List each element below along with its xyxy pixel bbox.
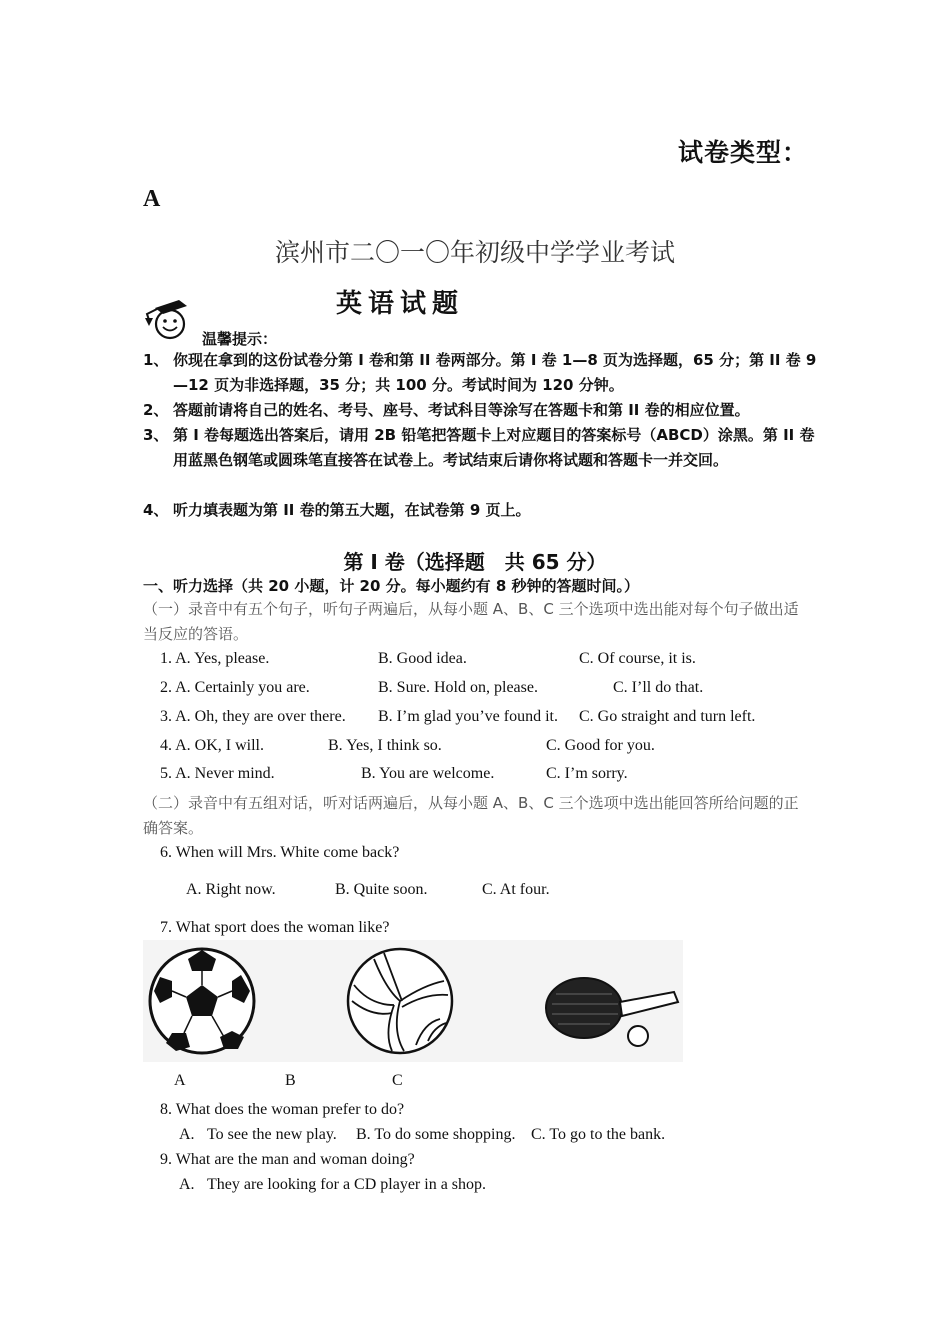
q1-option-a: 1. A. Yes, please.	[160, 650, 270, 667]
q6-option-b: B. Quite soon.	[335, 881, 428, 898]
smiley-graduate-icon	[143, 296, 191, 342]
q2-option-c: C. I’ll do that.	[613, 679, 704, 696]
tips-label: 温馨提示：	[202, 330, 278, 348]
q6-option-c: C. At four.	[482, 881, 550, 898]
q7-label-c: C	[392, 1072, 403, 1089]
q4-option-b: B. Yes, I think so.	[328, 737, 442, 754]
q9-stem: 9. What are the man and woman doing?	[160, 1151, 415, 1168]
q8-option-a: To see the new play.	[207, 1126, 337, 1143]
q8-option-a-letter: A.	[179, 1126, 195, 1143]
q2-option-b: B. Sure. Hold on, please.	[378, 679, 538, 696]
q5-option-a: 5. A. Never mind.	[160, 765, 275, 782]
q6-option-a: A. Right now.	[186, 881, 276, 898]
q8-stem: 8. What does the woman prefer to do?	[160, 1101, 405, 1118]
soccer-ball-icon	[146, 945, 258, 1057]
q2-option-a: 2. A. Certainly you are.	[160, 679, 310, 696]
sub1-instruction: （一）录音中有五个句子，听句子两遍后，从每小题 A、B、C 三个选项中选出能对每个句子做出适当反应的答语。	[143, 600, 799, 643]
q3-option-b: B. I’m glad you’ve found it.	[378, 708, 558, 725]
q3-option-c: C. Go straight and turn left.	[579, 708, 756, 725]
q1-option-b: B. Good idea.	[378, 650, 467, 667]
tip-item: 1、 你现在拿到的这份试卷分第 I 卷和第 II 卷两部分。第 I 卷 1—8 页为选择题，65 分；第 II 卷 9—12 页为非选择题，35 分；共 100 分。考试时间为 120 分钟。	[143, 351, 817, 394]
q9-option-a-letter: A.	[179, 1176, 195, 1193]
ping-pong-paddle-icon	[544, 970, 684, 1050]
part-heading: 一、听力选择（共 20 小题，计 20 分。每小题约有 8 秒钟的答题时间。）	[143, 577, 640, 595]
paper-type-value: A	[143, 186, 161, 212]
q6-stem: 6. When will Mrs. White come back?	[160, 844, 400, 861]
tip-item: 2、 答题前请将自己的姓名、考号、座号、考试科目等涂写在答题卡和第 II 卷的相应位置。	[143, 401, 750, 419]
subject-title: 英语试题	[336, 289, 465, 319]
q8-option-c: C. To go to the bank.	[531, 1126, 666, 1143]
q1-option-c: C. Of course, it is.	[579, 650, 696, 667]
tip-item: 3、 第 I 卷每题选出答案后，请用 2B 铅笔把答题卡上对应题目的答案标号（ABCD）涂黑。第 II 卷用蓝黑色钢笔或圆珠笔直接答在试卷上。考试结束后请你将试题和答题卡一并交回。	[143, 426, 815, 469]
volleyball-icon	[344, 945, 456, 1057]
q8-option-b: B. To do some shopping.	[356, 1126, 516, 1143]
exam-title: 滨州市二〇一〇年初级中学学业考试	[274, 238, 675, 267]
q5-option-b: B. You are welcome.	[361, 765, 495, 782]
q4-option-a: 4. A. OK, I will.	[160, 737, 264, 754]
q9-option-a: They are looking for a CD player in a shop.	[207, 1176, 487, 1193]
paper-type-label: 试卷类型：	[678, 138, 809, 167]
q7-label-a: A	[174, 1072, 186, 1089]
q7-label-b: B	[285, 1072, 296, 1089]
section-heading: 第 I 卷（选择题 共 65 分）	[343, 550, 607, 574]
q5-option-c: C. I’m sorry.	[546, 765, 628, 782]
q3-option-a: 3. A. Oh, they are over there.	[160, 708, 346, 725]
q7-stem: 7. What sport does the woman like?	[160, 919, 390, 936]
q4-option-c: C. Good for you.	[546, 737, 655, 754]
tip-item: 4、 听力填表题为第 II 卷的第五大题，在试卷第 9 页上。	[143, 501, 531, 519]
sub2-instruction: （二）录音中有五组对话，听对话两遍后，从每小题 A、B、C 三个选项中选出能回答所给问题的正确答案。	[143, 794, 799, 837]
